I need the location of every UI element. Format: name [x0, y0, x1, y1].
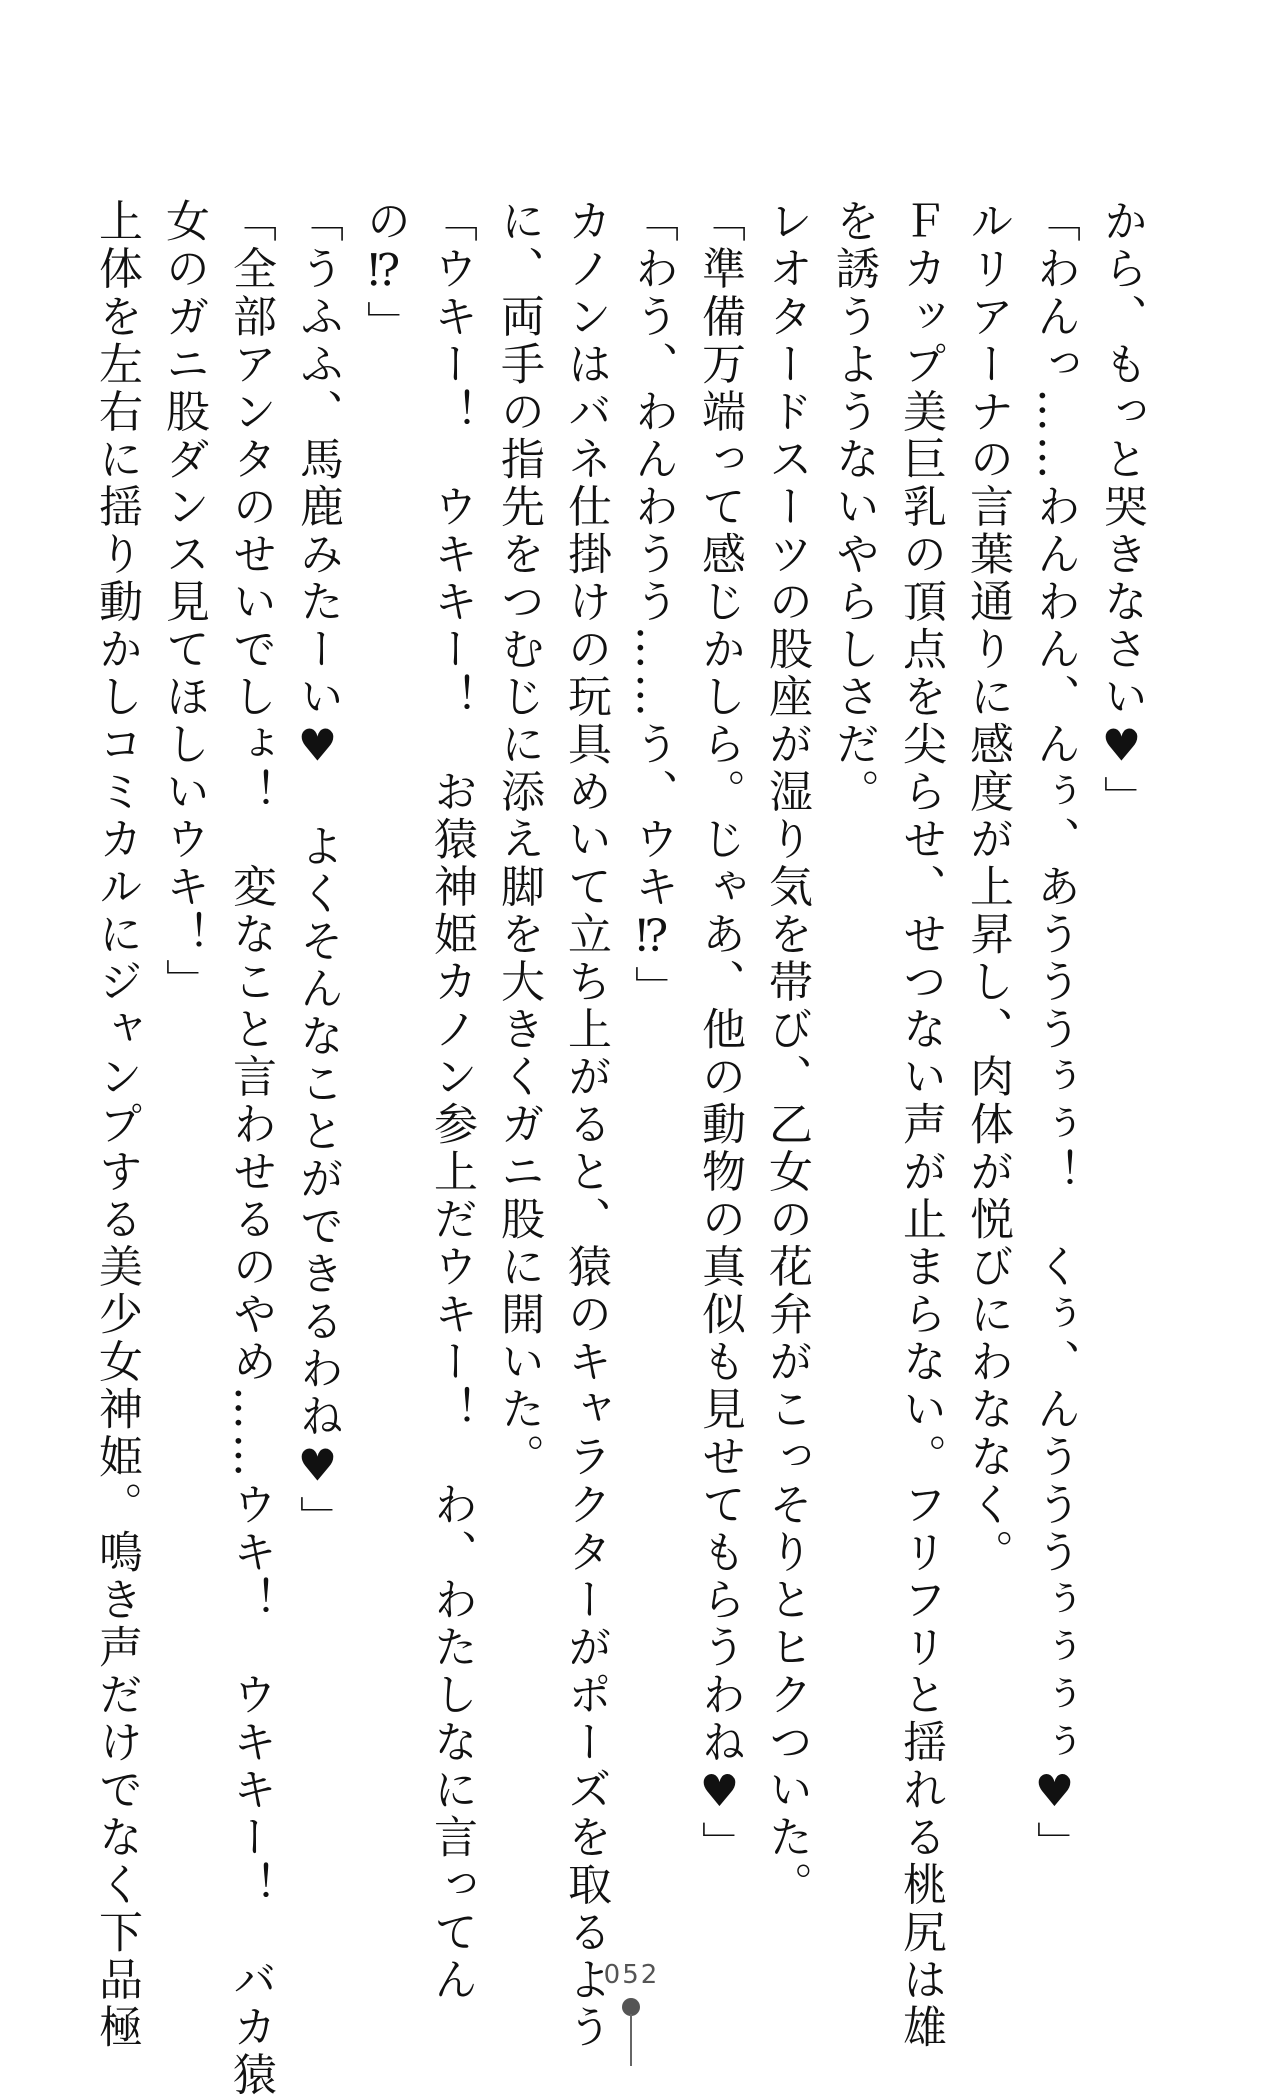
text-line: レオタードスーツの股座が湿り気を帯び、乙女の花弁がこっそりとヒクついた。	[761, 198, 812, 1909]
page-marker-line	[630, 2014, 632, 2066]
text-line: カノンはバネ仕掛けの玩具めいて立ち上がると、猿のキャラクターがポーズを取るよう	[560, 198, 611, 2052]
text-line: 「わう、わんわうう……う、ウキ⁉」	[627, 198, 678, 1013]
page-number: 052	[603, 1960, 660, 1990]
text-line: 「わんっ……わんわん、んぅ、あうううぅぅ！ くぅ、んうううぅぅぅぅ♥」	[1029, 198, 1080, 1869]
text-line: 「全部アンタのせいでしょ！ 変なこと言わせるのやめ……ウキ！ ウキキー！ バカ猿	[225, 198, 276, 2099]
text-line: の⁉」	[359, 198, 410, 348]
text-line: 上体を左右に揺り動かしコミカルにジャンプする美少女神姫。鳴き声だけでなく下品極	[91, 198, 142, 2052]
text-line: 「準備万端って感じかしら。じゃあ、他の動物の真似も見せてもらうわね♥」	[694, 198, 745, 1869]
text-line: を誘うようないやらしさだ。	[828, 198, 879, 816]
text-line: 「ウキー！ ウキキー！ お猿神姫カノン参上だウキー！ わ、わたしなに言ってん	[426, 198, 477, 2004]
text-line: 「うふふ、馬鹿みたーい♥ よくそんなことができるわね♥」	[292, 198, 343, 1543]
text-line: 女のガニ股ダンス見てほしいウキ！」	[158, 198, 209, 1006]
text-line: に、両手の指先をつむじに添え脚を大きくガニ股に開いた。	[493, 198, 544, 1482]
text-line: Ｆカップ美巨乳の頂点を尖らせ、せつない声が止まらない。フリフリと揺れる桃尻は雄	[895, 198, 946, 2052]
text-line: から、もっと哭きなさい♥」	[1096, 198, 1147, 823]
text-line: ルリアーナの言葉通りに感度が上昇し、肉体が悦びにわななく。	[962, 198, 1013, 1577]
